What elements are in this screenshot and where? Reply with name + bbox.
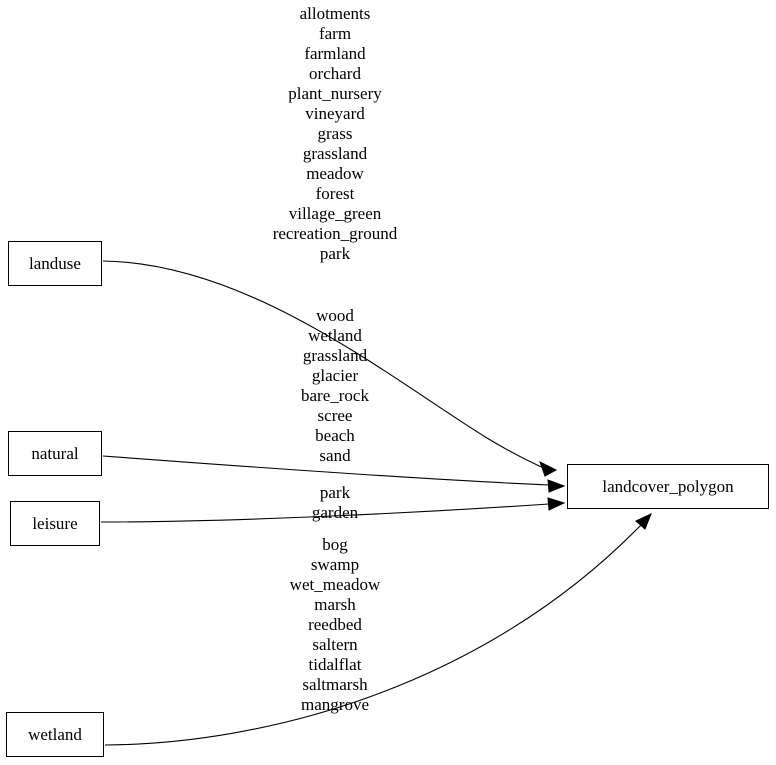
edge-label-wetland-values xyxy=(290,535,381,715)
edge-value: beach xyxy=(315,426,355,445)
edge-value: glacier xyxy=(311,366,359,385)
edge-value: swamp xyxy=(310,555,360,574)
node-natural-label: natural xyxy=(31,443,79,463)
edge-value: park xyxy=(319,244,351,263)
edge-value: reedbed xyxy=(308,615,362,634)
edge-value: wood xyxy=(316,306,354,325)
node-wetland[interactable] xyxy=(6,712,104,757)
edge-value: bog xyxy=(322,535,348,554)
arrowhead xyxy=(548,480,564,492)
node-leisure-label: leisure xyxy=(32,513,78,533)
edge-value: wet_meadow xyxy=(289,575,381,594)
edge-value: allotments xyxy=(299,4,371,23)
edge-value: park xyxy=(319,483,351,502)
arrowhead xyxy=(548,498,564,510)
edge-value: tidalflat xyxy=(308,655,362,674)
edge-value: farmland xyxy=(304,44,366,63)
edge-line xyxy=(103,261,487,438)
edge-label-natural-values xyxy=(301,306,369,466)
node-leisure[interactable] xyxy=(10,501,100,546)
edge-value: sand xyxy=(319,446,351,465)
node-landcover-polygon[interactable] xyxy=(567,464,769,509)
edge-value: grassland xyxy=(302,144,368,163)
node-landcover-polygon-label: landcover_polygon xyxy=(602,476,734,496)
node-natural[interactable] xyxy=(8,431,102,476)
arrowhead xyxy=(540,462,556,476)
edge-value: marsh xyxy=(314,595,356,614)
edge-value: scree xyxy=(317,406,353,425)
edge-value: garden xyxy=(311,503,359,522)
node-wetland-label: wetland xyxy=(28,724,82,744)
node-landuse[interactable] xyxy=(8,241,102,286)
edge-value: plant_nursery xyxy=(288,84,382,103)
edge-value: recreation_ground xyxy=(272,224,398,243)
edge-value: village_green xyxy=(288,204,382,223)
edge-value: wetland xyxy=(308,326,362,345)
edge-label-landuse-values xyxy=(273,4,398,264)
edge-value: mangrove xyxy=(301,695,369,714)
edge-value: bare_rock xyxy=(301,386,369,405)
edge-value: forest xyxy=(315,184,355,203)
edge-value: grassland xyxy=(302,346,368,365)
edge-value: orchard xyxy=(309,64,361,83)
edge-value: vineyard xyxy=(305,104,365,123)
arrowhead xyxy=(636,514,651,529)
edge-label-leisure-values xyxy=(312,483,358,523)
edge-value: farm xyxy=(318,24,352,43)
edge-value: grass xyxy=(317,124,353,143)
node-landuse-label: landuse xyxy=(29,253,81,273)
edge-value: saltern xyxy=(312,635,358,654)
edge-value: meadow xyxy=(306,164,364,183)
edge-value: saltmarsh xyxy=(302,675,368,694)
edge-line-ext xyxy=(487,438,548,470)
